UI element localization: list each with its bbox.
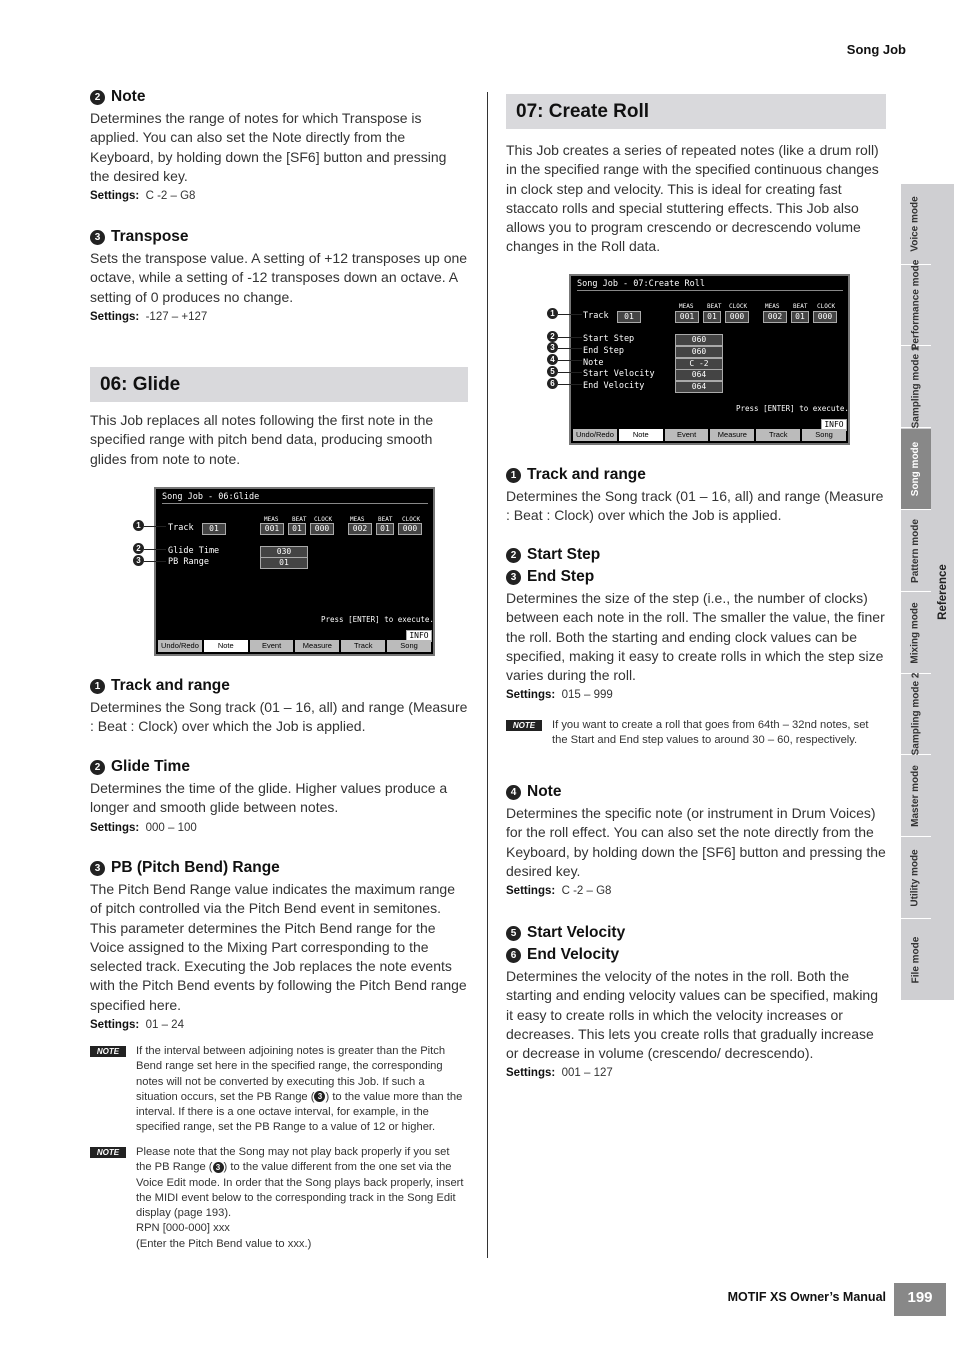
note-block-2 xyxy=(90,1145,468,1252)
glide-section xyxy=(90,367,468,469)
param-body: Determines the velocity of the notes in the roll. Both the starting and ending velocity values can be specified, making it easy to create rolls in which the velocity increases or decreases. This lets you create rolls that gradually increase or decrease in volume (crescendo/ decrescendo). xyxy=(506,968,878,1062)
reference-tab: Reference xyxy=(936,564,949,620)
from-beat: 01 xyxy=(288,523,306,535)
from-meas: 001 xyxy=(260,523,284,535)
leader-line xyxy=(558,337,582,338)
screen-tabs xyxy=(573,429,846,441)
param-title: Glide Time xyxy=(111,758,190,775)
from-meas: 001 xyxy=(675,311,699,323)
col-header: MEAS xyxy=(264,516,279,523)
callout-badge: 3 xyxy=(506,570,521,585)
param-body: Sets the transpose value. A setting of +12 transposes up one octave, while a setting of -12 transposes down an octave. A setting of 0 produces no change. xyxy=(90,250,468,305)
sidebar-item-utility-mode[interactable]: Utility mode xyxy=(901,838,931,919)
col-header: BEAT xyxy=(378,516,393,523)
param-heading xyxy=(90,677,468,695)
tab-song: Song xyxy=(387,640,431,652)
param-label: Note xyxy=(583,358,604,368)
param-value: 060 xyxy=(675,346,723,358)
col-header: BEAT xyxy=(292,516,307,523)
callout-3: 3 xyxy=(133,555,144,566)
glide-screen xyxy=(154,487,435,656)
track-value: 01 xyxy=(202,523,226,535)
col-header: CLOCK xyxy=(402,516,421,523)
param-heading xyxy=(506,568,886,586)
pb-range-param xyxy=(90,859,468,1031)
create-roll-screen xyxy=(569,274,850,445)
param-body: Determines the range of notes for which Transpose is applied. You can also set the Note directly from the Keyboard, by holding down the [SF6] button and pressing the desired key. xyxy=(90,110,447,184)
settings-line: Settings: 001 – 127 xyxy=(506,1067,613,1080)
param-heading xyxy=(90,88,468,106)
leader-line xyxy=(558,348,582,349)
settings-line: Settings: -127 – +127 xyxy=(90,310,208,323)
step-params xyxy=(506,546,886,701)
tab-measure: Measure xyxy=(295,640,339,652)
screen-divider xyxy=(577,290,843,291)
velocity-params xyxy=(506,924,886,1079)
callout-badge: 6 xyxy=(506,948,521,963)
note-icon: NOTE xyxy=(506,720,542,731)
callout-6: 6 xyxy=(547,378,558,389)
tab-note: Note xyxy=(619,429,663,441)
column-divider xyxy=(487,92,488,1258)
callout-3: 3 xyxy=(547,342,558,353)
tab-song: Song xyxy=(802,429,846,441)
to-meas: 002 xyxy=(348,523,372,535)
param-value: 060 xyxy=(675,334,723,346)
param-body: Determines the Song track (01 – 16, all) and range (Measure : Beat : Clock) over which the Job is applied. xyxy=(90,699,468,735)
sidebar-item-mixing-mode[interactable]: Mixing mode xyxy=(901,593,931,674)
mode-sidebar xyxy=(901,184,954,1000)
page-number: 199 xyxy=(894,1283,946,1316)
track-value: 01 xyxy=(617,311,641,323)
param-value: 064 xyxy=(675,369,723,381)
screen-divider xyxy=(162,503,428,504)
param-label: End Step xyxy=(583,346,624,356)
from-beat: 01 xyxy=(703,311,721,323)
col-header: CLOCK xyxy=(314,516,333,523)
sidebar-item-sampling-mode-1[interactable]: Sampling mode 1 xyxy=(901,347,931,428)
param-title: Note xyxy=(111,88,146,105)
to-beat: 01 xyxy=(376,523,394,535)
section-title: 07: Create Roll xyxy=(506,94,886,129)
param-title: Track and range xyxy=(527,466,646,483)
callout-2: 2 xyxy=(133,543,144,554)
section-title: 06: Glide xyxy=(90,367,468,402)
settings-line: Settings: 000 – 100 xyxy=(90,821,197,834)
tab-measure: Measure xyxy=(710,429,754,441)
settings-line: Settings: C -2 – G8 xyxy=(506,885,612,898)
note-icon: NOTE xyxy=(90,1147,126,1158)
note-block-1 xyxy=(90,1044,468,1136)
from-clock: 000 xyxy=(725,311,749,323)
param-title: End Step xyxy=(527,568,595,585)
callout-badge: 3 xyxy=(90,230,105,245)
leader-line xyxy=(558,314,582,315)
callout-2: 2 xyxy=(547,331,558,342)
param-title: Start Velocity xyxy=(527,924,626,941)
callout-badge: 2 xyxy=(90,760,105,775)
col-header: CLOCK xyxy=(817,303,836,310)
param-heading xyxy=(506,466,886,484)
track-label: Track xyxy=(583,311,609,321)
callout-5: 5 xyxy=(547,366,558,377)
from-clock: 000 xyxy=(310,523,334,535)
callout-badge: 4 xyxy=(506,785,521,800)
note-icon: NOTE xyxy=(90,1046,126,1057)
param-value: 01 xyxy=(260,557,308,569)
param-heading xyxy=(506,924,886,942)
screen-title: Song Job - 07:Create Roll xyxy=(577,279,705,289)
info-button: INFO xyxy=(406,630,432,642)
callout-badge: 3 xyxy=(314,1091,325,1102)
sidebar-item-pattern-mode[interactable]: Pattern mode xyxy=(901,511,931,592)
param-value: 030 xyxy=(260,546,308,558)
note-text: If you want to create a roll that goes from 64th – 32nd notes, set the Start and End step values to around 30 – 60, respectively. xyxy=(552,719,869,747)
tab-undo-redo: Undo/Redo xyxy=(573,429,617,441)
callout-1: 1 xyxy=(133,520,144,531)
param-title: Track and range xyxy=(111,677,230,694)
sidebar-item-voice-mode[interactable]: Voice mode xyxy=(901,184,931,265)
param-heading xyxy=(90,859,468,877)
param-body: Determines the specific note (or instrument in Drum Voices) for the roll effect. You can also set the note directly from the Keyboard, by holding down the [SF6] button and pressing the desired key. xyxy=(506,805,886,879)
param-value: 064 xyxy=(675,381,723,393)
screen-title: Song Job - 06:Glide xyxy=(162,492,260,502)
create-roll-section xyxy=(506,94,886,257)
param-heading xyxy=(90,228,468,246)
param-label: End Velocity xyxy=(583,381,645,391)
callout-badge: 1 xyxy=(506,468,521,483)
param-heading xyxy=(90,758,468,776)
screen-tabs xyxy=(158,640,431,652)
section-intro: This Job creates a series of repeated notes (like a drum roll) in the specified range with the specified continuous changes in clock step and velocity. This is ideal for creating fast staccato rolls and special stuttering effects. This Job also allows you to program crescendo or decrescendo volume changes in the Roll data. xyxy=(506,142,879,255)
tab-event: Event xyxy=(665,429,709,441)
settings-line: Settings: 01 – 24 xyxy=(90,1019,184,1032)
param-body: Determines the time of the glide. Higher values produce a longer and smooth glide between notes. xyxy=(90,780,448,816)
callout-badge: 1 xyxy=(90,679,105,694)
callout-badge: 5 xyxy=(506,926,521,941)
tab-track: Track xyxy=(756,429,800,441)
callout-badge: 2 xyxy=(90,90,105,105)
param-label: Glide Time xyxy=(168,546,220,556)
col-header: MEAS xyxy=(765,303,780,310)
param-label: Start Step xyxy=(583,334,635,344)
to-clock: 000 xyxy=(813,311,837,323)
param-body: Determines the Song track (01 – 16, all) and range (Measure : Beat : Clock) over which the Job is applied. xyxy=(506,488,884,524)
glide-time-param xyxy=(90,758,468,834)
param-title: Note xyxy=(527,783,562,800)
step-note-block xyxy=(506,718,886,749)
leader-line xyxy=(558,384,582,385)
tab-undo-redo: Undo/Redo xyxy=(158,640,202,652)
roll-note-param xyxy=(506,783,886,897)
param-label: Start Velocity xyxy=(583,369,655,379)
note-text: Please note that the Song may not play back properly if you set the PB Range ( 3 ) to the value different from the one set via the Voice Edit mode. In order that the Song plays back properly, insert the MIDI event below to the corresponding track in the Song Edit display (page 193). RPN [000-000] xxx (Enter the Pitch Bend value to xxx.) xyxy=(136,1146,464,1250)
execute-prompt: Press [ENTER] to execute. xyxy=(736,404,849,413)
glide-track-range xyxy=(90,677,468,737)
track-label: Track xyxy=(168,523,194,533)
param-heading xyxy=(506,783,886,801)
callout-badge: 3 xyxy=(90,861,105,876)
roll-track-range xyxy=(506,466,886,526)
to-beat: 01 xyxy=(791,311,809,323)
to-clock: 000 xyxy=(398,523,422,535)
callout-badge: 2 xyxy=(506,548,521,563)
execute-prompt: Press [ENTER] to execute. xyxy=(321,615,434,624)
col-header: MEAS xyxy=(350,516,365,523)
param-title: End Velocity xyxy=(527,946,620,963)
param-title: Transpose xyxy=(111,228,189,245)
sidebar-item-master-mode[interactable]: Master mode xyxy=(901,756,931,837)
tab-track: Track xyxy=(341,640,385,652)
param-title: PB (Pitch Bend) Range xyxy=(111,859,280,876)
manual-title: MOTIF XS Owner’s Manual xyxy=(727,1290,886,1304)
sidebar-item-performance-mode[interactable]: Performance mode xyxy=(901,265,931,346)
info-button: INFO xyxy=(821,419,847,431)
param-body: Determines the size of the step (i.e., the number of clocks) between each note in the roll. The smaller the value, the finer the roll. Both the starting and ending clock values can be specified, making it easy to create rolls in which the step size varies during the roll. xyxy=(506,590,885,684)
col-header: CLOCK xyxy=(729,303,748,310)
sidebar-item-file-mode[interactable]: File mode xyxy=(901,920,931,1001)
param-value: C -2 xyxy=(675,358,723,370)
transpose-param xyxy=(90,228,468,323)
running-header: Song Job xyxy=(846,42,906,57)
sidebar-item-song-mode[interactable]: Song mode xyxy=(901,429,931,510)
leader-line xyxy=(558,360,582,361)
param-title: Start Step xyxy=(527,546,601,563)
param-body: The Pitch Bend Range value indicates the maximum range of pitch controlled via the Pitch Bend event in semitones. This parameter determines the Pitch Bend range for the Voice assigned to the Mixing Part corresponding to the selected track. Executing the Job replaces the note events with the Pitch Bend events by following the Pitch Bend range specified here. xyxy=(90,881,467,1013)
tab-event: Event xyxy=(250,640,294,652)
leader-line xyxy=(144,549,166,550)
sidebar-item-sampling-mode-2[interactable]: Sampling mode 2 xyxy=(901,674,931,755)
note-param xyxy=(90,88,468,202)
settings-line: Settings: 015 – 999 xyxy=(506,689,613,702)
to-meas: 002 xyxy=(763,311,787,323)
leader-line xyxy=(558,372,582,373)
col-header: MEAS xyxy=(679,303,694,310)
col-header: BEAT xyxy=(707,303,722,310)
settings-line: Settings: C -2 – G8 xyxy=(90,190,196,203)
param-heading xyxy=(506,946,886,964)
note-text: If the interval between adjoining notes is greater than the Pitch Bend range set here in the specified range, the corresponding notes will not be converted by executing this Job. If such a situation occurs, set the PB Range ( 3 ) to the value more than the interval. If there is a one octave interval, for example, in the specified range, set the PB Range to a value of 12 or higher. xyxy=(136,1045,463,1134)
param-label: PB Range xyxy=(168,557,209,567)
col-header: BEAT xyxy=(793,303,808,310)
param-heading xyxy=(506,546,886,564)
callout-1: 1 xyxy=(547,308,558,319)
leader-line xyxy=(144,526,166,527)
leader-line xyxy=(144,561,166,562)
callout-badge: 3 xyxy=(213,1162,224,1173)
section-intro: This Job replaces all notes following the first note in the specified range with pitch bend data, producing smooth glides from note to note. xyxy=(90,412,434,467)
callout-4: 4 xyxy=(547,354,558,365)
tab-note: Note xyxy=(204,640,248,652)
